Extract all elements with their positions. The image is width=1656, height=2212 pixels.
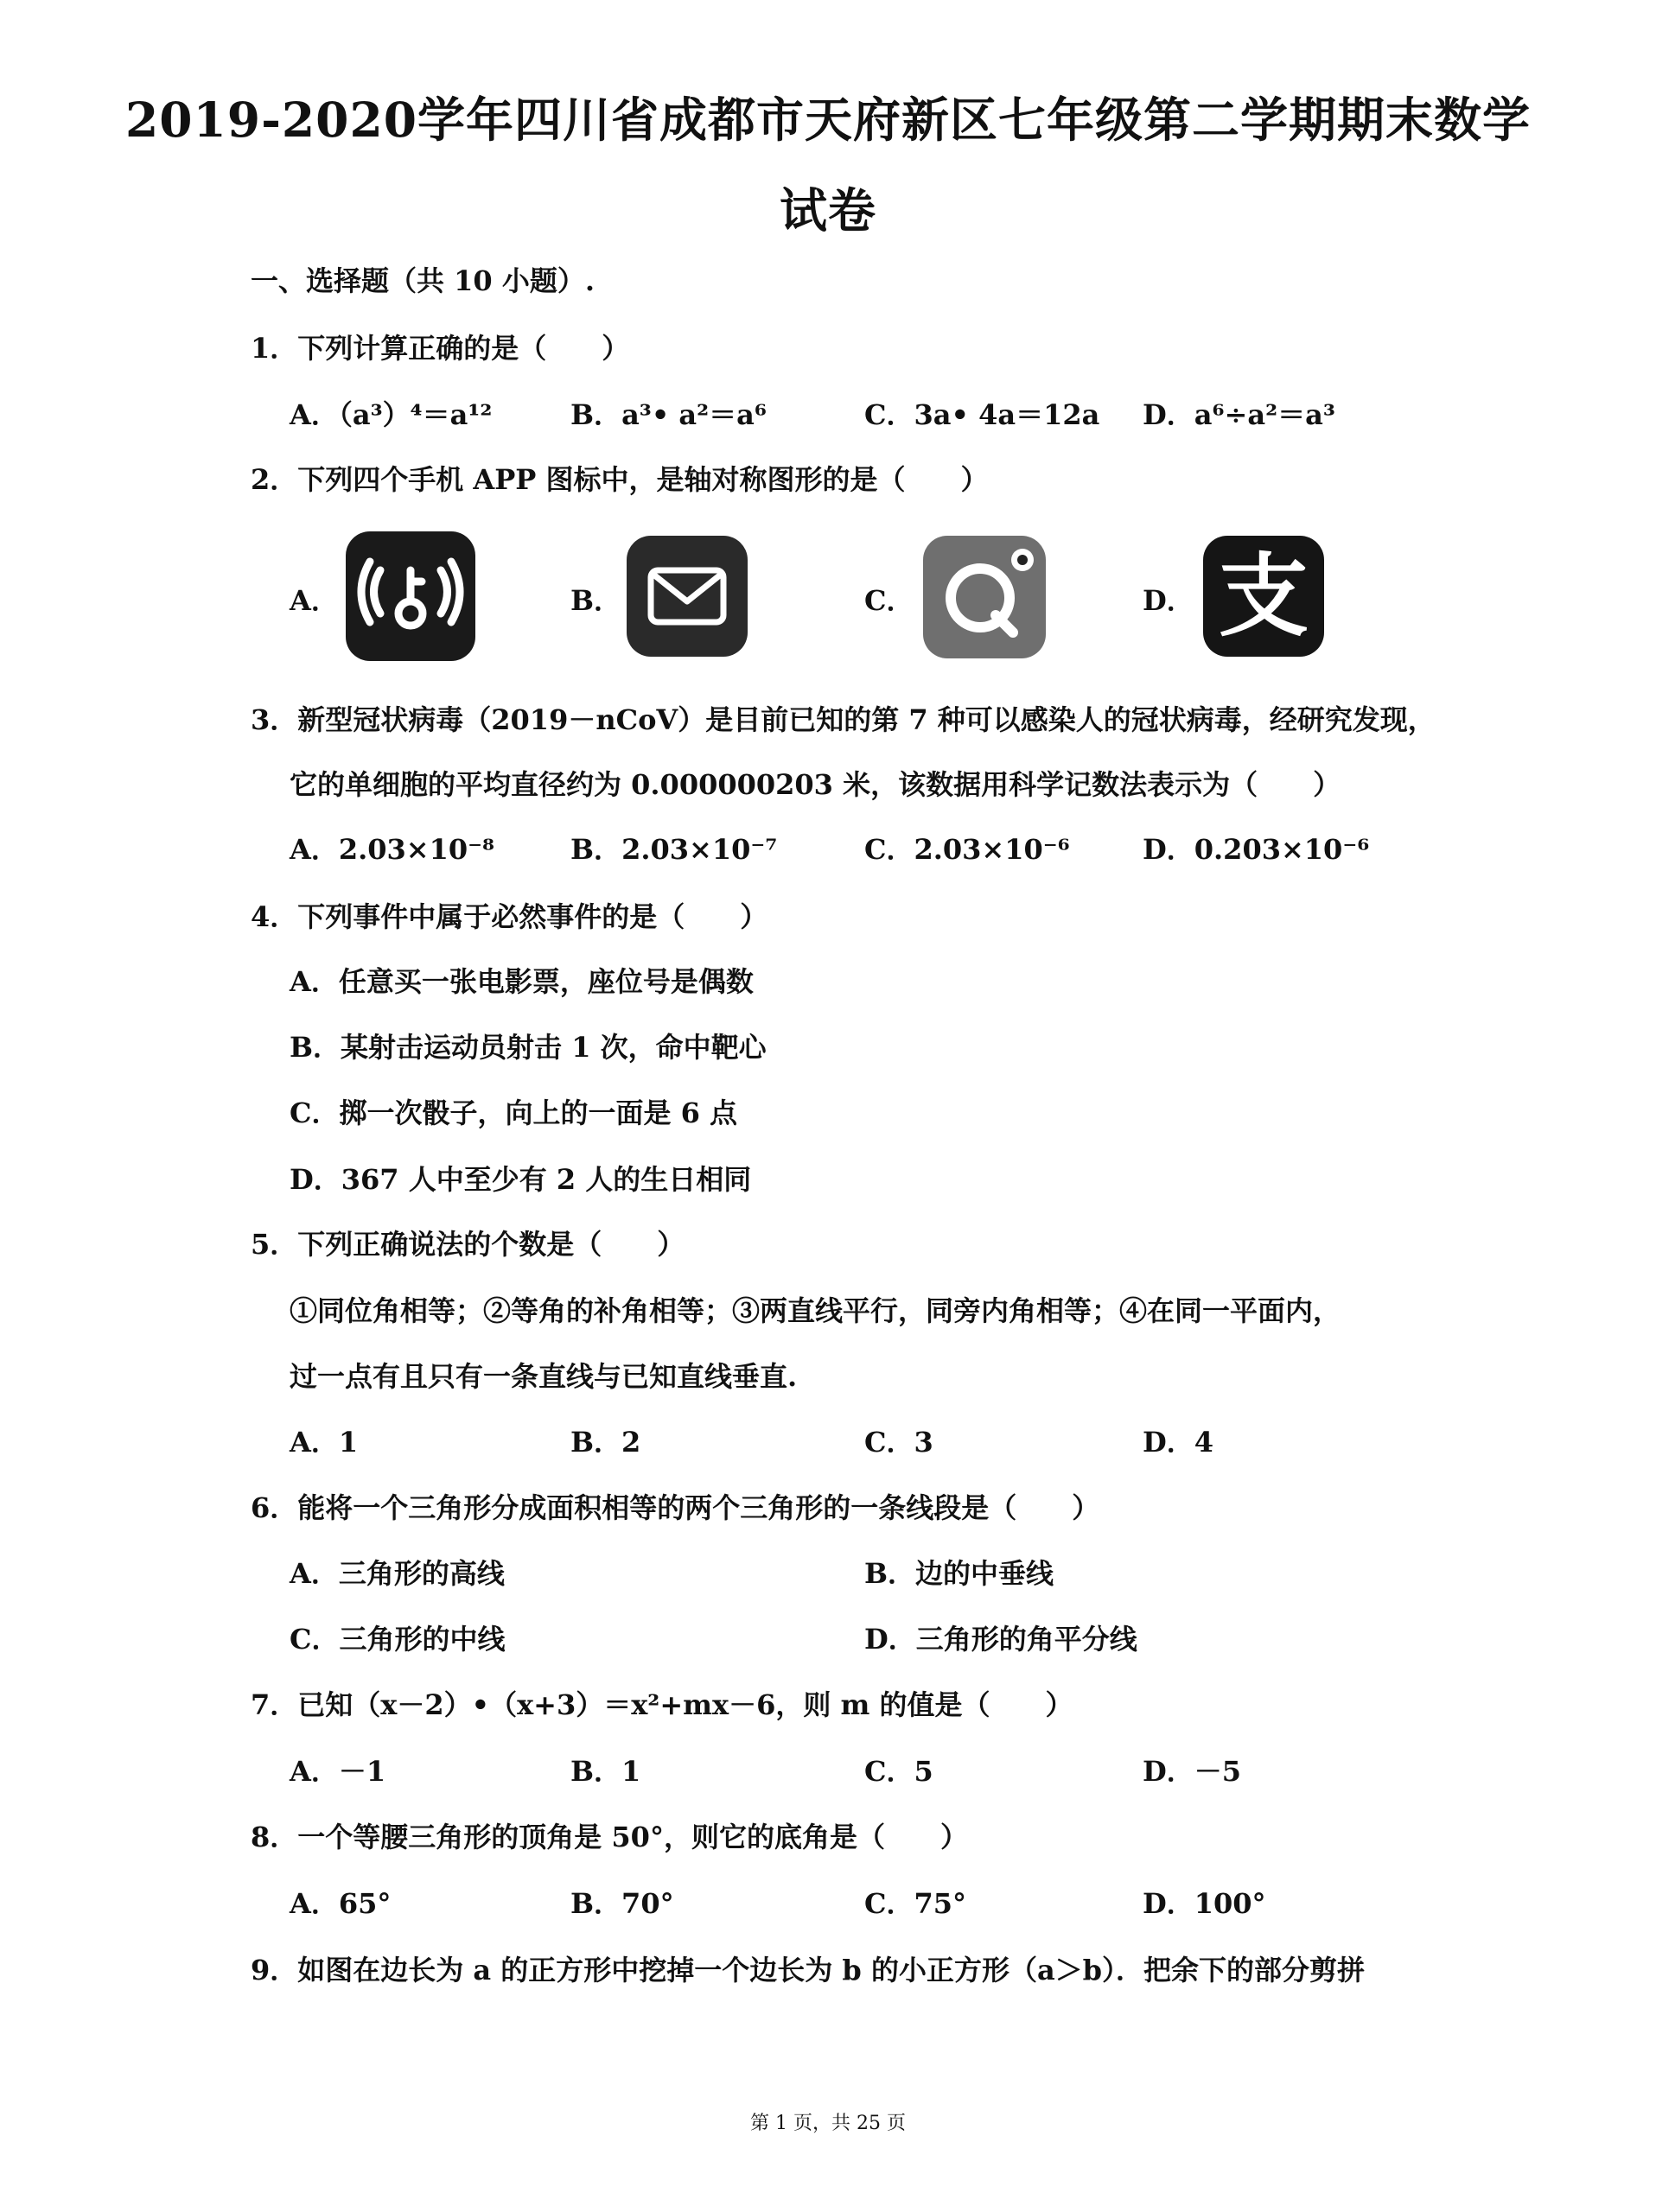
q3-option-a-label: A． <box>290 833 339 866</box>
q-search-app-icon <box>923 536 1046 658</box>
q1-option-a <box>290 393 492 433</box>
q3-option-a-text: 2.03×10⁻⁸ <box>338 833 495 866</box>
wifi-key-app-icon <box>346 531 475 661</box>
q1-option-a-label: A． <box>290 398 339 431</box>
paper-title-line2: 试卷 <box>779 182 876 238</box>
q1-option-c <box>864 393 1099 433</box>
q3-option-d-label: D． <box>1143 833 1194 866</box>
q2-option-d-label: D． <box>1143 584 1194 617</box>
q3-option-a <box>290 828 494 868</box>
q5-option-c: C．3 <box>864 1426 933 1459</box>
q3-option-c-text: 2.03×10⁻⁶ <box>914 833 1070 866</box>
paper-title-line1: 2019-2020学年四川省成都市天府新区七年级第二学期期末数学 <box>125 92 1531 148</box>
q8-option-d: D．100° <box>1143 1887 1266 1920</box>
q1-option-c-label: C． <box>864 398 914 431</box>
q1-option-d-label: D． <box>1143 398 1194 431</box>
q6-option-b: B．边的中垂线 <box>864 1557 1054 1590</box>
q8-option-b: B．70° <box>570 1887 674 1920</box>
q3-option-c-label: C． <box>864 833 914 866</box>
alipay-char: 支 <box>1218 543 1309 649</box>
q4-option-a: A．任意买一张电影票，座位号是偶数 <box>290 965 754 998</box>
question-9-stem: 9．如图在边长为 a 的正方形中挖掉一个边长为 b 的小正方形（a＞b）．把余下的部分剪拼 <box>251 1954 1366 1986</box>
q4-option-d: D．367 人中至少有 2 人的生日相同 <box>290 1163 752 1196</box>
question-5-stem: 5．下列正确说法的个数是（ ） <box>251 1228 685 1261</box>
q1-option-b-text: a³• a²＝a⁶ <box>621 398 767 431</box>
alipay-app-icon <box>1203 536 1324 657</box>
q5-option-b: B．2 <box>570 1426 641 1459</box>
q2-option-a-label: A． <box>290 584 339 617</box>
question-3-stem-line2: 它的单细胞的平均直径约为 0.000000203 米，该数据用科学记数法表示为（ ） <box>290 768 1341 801</box>
question-3-stem-line1: 3．新型冠状病毒（2019－nCoV）是目前已知的第 7 种可以感染人的冠状病毒，经研究发现， <box>251 703 1436 736</box>
question-1-stem: 1．下列计算正确的是（ ） <box>251 332 630 365</box>
q3-option-c <box>864 828 1070 868</box>
q3-option-d-text: 0.203×10⁻⁶ <box>1194 833 1370 866</box>
question-5-body-line1: ①同位角相等；②等角的补角相等；③两直线平行，同旁内角相等；④在同一平面内， <box>290 1294 1341 1327</box>
q7-option-c: C．5 <box>864 1755 933 1788</box>
q1-option-b <box>570 393 767 433</box>
q5-option-d: D．4 <box>1143 1426 1214 1459</box>
q3-option-b-text: 2.03×10⁻⁷ <box>621 833 778 866</box>
q8-option-a: A．65° <box>290 1887 392 1920</box>
q1-option-d-text: a⁶÷a²＝a³ <box>1194 398 1335 431</box>
q1-option-a-text: （a³）⁴＝a¹² <box>338 398 493 431</box>
q5-option-a: A．1 <box>290 1426 359 1459</box>
question-8-stem: 8．一个等腰三角形的顶角是 50°，则它的底角是（ ） <box>251 1821 968 1853</box>
q7-option-a: A．－1 <box>290 1755 386 1788</box>
q8-option-c: C．75° <box>864 1887 967 1920</box>
q3-option-d <box>1143 828 1369 868</box>
section-heading: 一、选择题（共 10 小题）. <box>251 264 595 297</box>
mail-app-icon <box>627 536 748 657</box>
question-5-body-line2: 过一点有且只有一条直线与已知直线垂直. <box>290 1360 798 1393</box>
q6-option-c: C．三角形的中线 <box>290 1623 506 1656</box>
question-7-stem: 7．已知（x－2）•（x+3）＝x²+mx－6，则 m 的值是（ ） <box>251 1688 1073 1721</box>
question-2-stem: 2．下列四个手机 APP 图标中，是轴对称图形的是（ ） <box>251 463 989 496</box>
q7-option-b: B．1 <box>570 1755 641 1788</box>
q3-option-b-label: B． <box>570 833 622 866</box>
q2-option-b-label: B． <box>570 584 622 617</box>
q1-option-d <box>1143 393 1335 433</box>
question-4-stem: 4．下列事件中属于必然事件的是（ ） <box>251 900 768 933</box>
q6-option-a: A．三角形的高线 <box>290 1557 505 1590</box>
page-footer: 第 1 页，共 25 页 <box>750 2113 906 2134</box>
q4-option-c: C．掷一次骰子，向上的一面是 6 点 <box>290 1096 738 1129</box>
q7-option-d: D．－5 <box>1143 1755 1242 1788</box>
q3-option-b <box>570 828 777 868</box>
q2-option-c-label: C． <box>864 584 914 617</box>
q4-option-b: B．某射击运动员射击 1 次，命中靶心 <box>290 1031 767 1064</box>
question-6-stem: 6．能将一个三角形分成面积相等的两个三角形的一条线段是（ ） <box>251 1491 1100 1524</box>
q6-option-d: D．三角形的角平分线 <box>864 1623 1137 1656</box>
q1-option-c-text: 3a• 4a＝12a <box>914 398 1100 431</box>
q1-option-b-label: B． <box>570 398 622 431</box>
